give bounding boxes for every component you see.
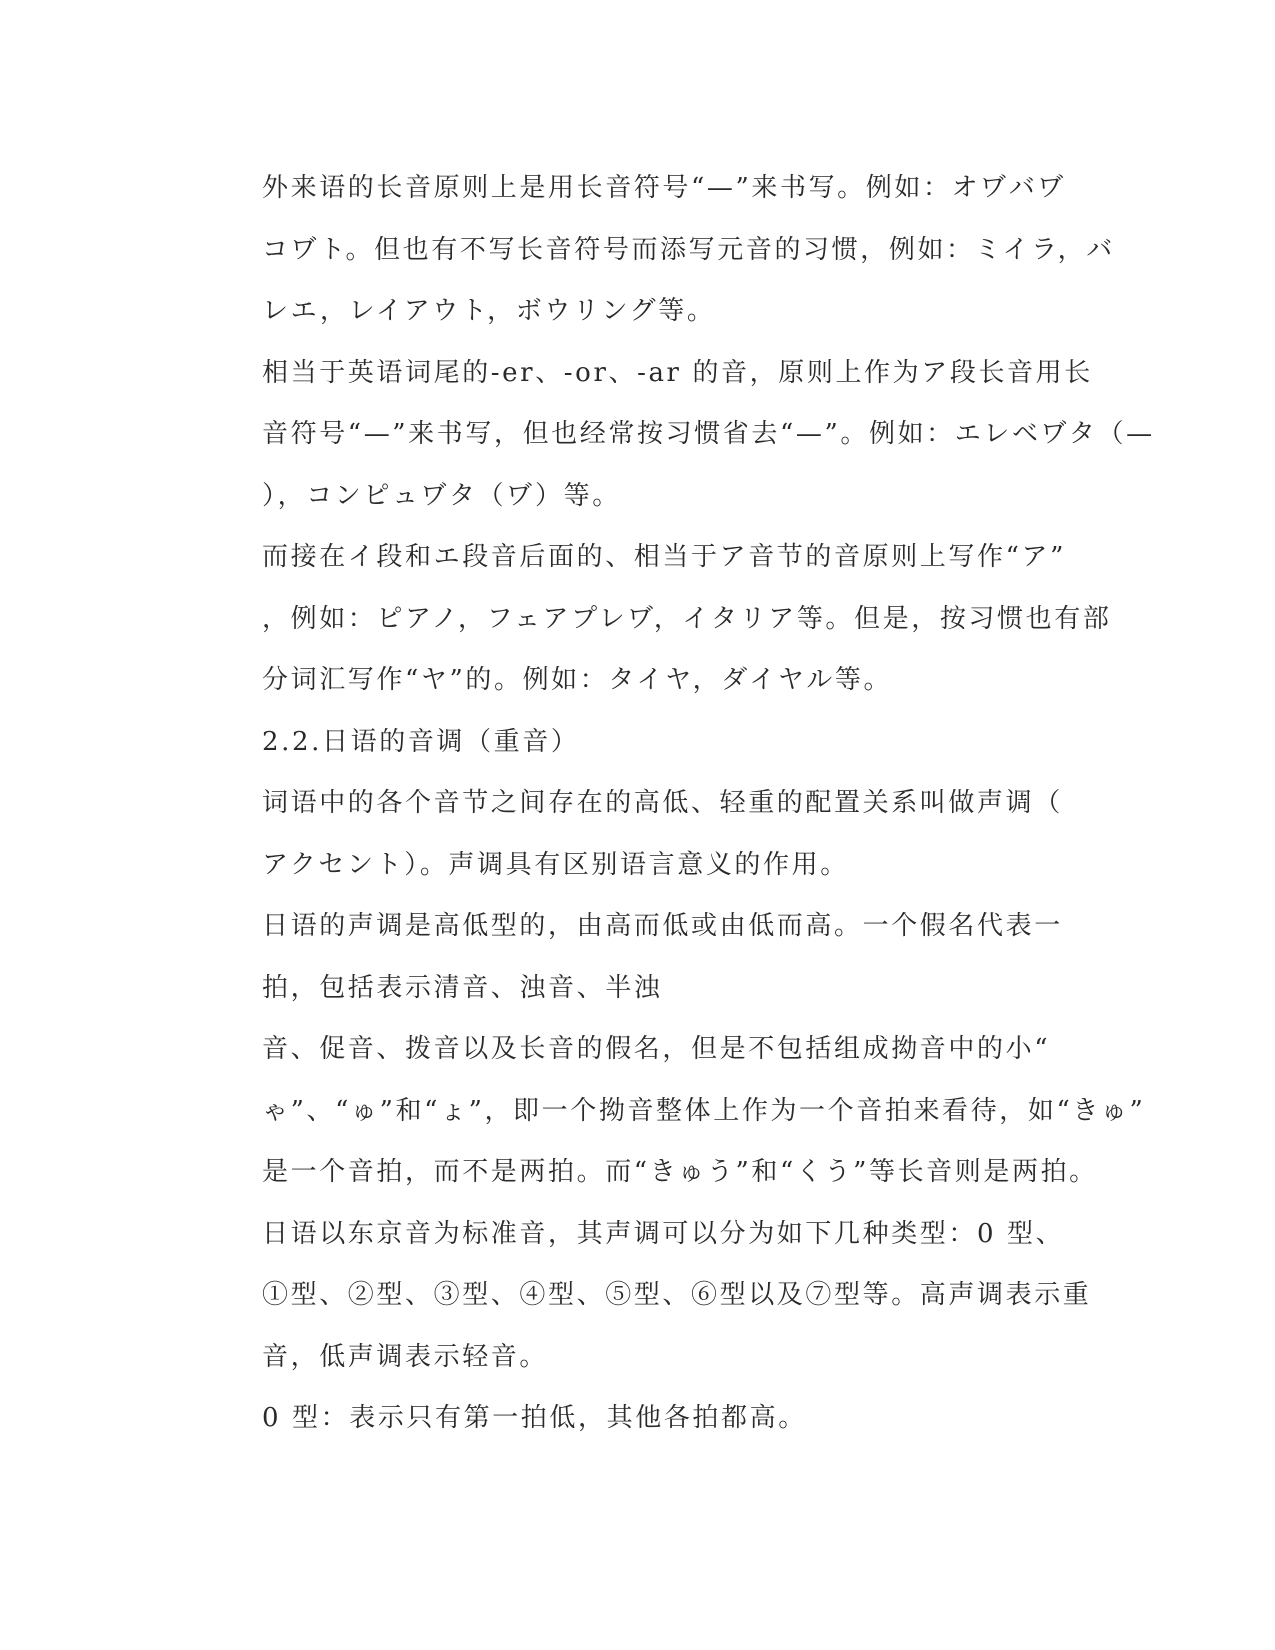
paragraph-type-zero	[190, 1388, 1080, 1450]
text-line: 0 型：表示只有第一拍低，其他各拍都高。	[262, 1403, 807, 1433]
text-line: 分词汇写作“ヤ”的。例如：タイヤ，ダイヤル等。	[262, 665, 893, 695]
paragraph-accent-definition	[190, 773, 1080, 896]
section-heading	[190, 712, 1080, 774]
text-line: 而接在イ段和エ段音后面的、相当于ア音节的音原则上写作“ア”	[262, 542, 1066, 572]
text-line: 是一个音拍，而不是两拍。而“きゅう”和“くう”等长音则是两拍。	[262, 1157, 1098, 1187]
text-line: 音、促音、拨音以及长音的假名，但是不包括组成拗音中的小“	[262, 1034, 1051, 1064]
text-line: 音，低声调表示轻音。	[262, 1341, 549, 1372]
text-line: コヷト。但也有不写长音符号而添写元音的习惯，例如：ミイラ，バ	[262, 234, 1115, 265]
paragraph-mora	[190, 1019, 1146, 1204]
paragraph-english-endings	[190, 343, 1155, 528]
text-line: 相当于英语词尾的-er、-or、-ar 的音，原则上作为ア段长音用长	[262, 357, 1093, 388]
paragraph-pitch-type	[190, 896, 1080, 1019]
text-line: 日语以东京音为标准音，其声调可以分为如下几种类型：0 型、	[262, 1218, 1065, 1249]
paragraph-accent-types	[190, 1204, 1092, 1389]
text-line: ①型、②型、③型、④型、⑤型、⑥型以及⑦型等。高声调表示重	[262, 1280, 1092, 1310]
text-line: アクセント）。声调具有区别语言意义的作用。	[262, 849, 849, 880]
text-line: 日语的声调是高低型的，由高而低或由低而高。一个假名代表一	[262, 911, 1063, 941]
text-line: ゃ”、“ゅ”和“ょ”，即一个拗音整体上作为一个音拍来看待，如“きゅ”	[262, 1095, 1146, 1126]
text-line: 音符号“—”来书写，但也经常按习惯省去“—”。例如：エレベヷタ（—	[262, 419, 1155, 449]
text-line: 外来语的长音原则上是用长音符号“—”来书写。例如：オヷバヷ	[262, 173, 1066, 203]
heading-text: 2.2.日语的音调（重音）	[262, 726, 580, 757]
text-line: 拍，包括表示清音、浊音、半浊	[262, 972, 663, 1003]
text-line: 词语中的各个音节之间存在的高低、轻重的配置关系叫做声调（	[262, 788, 1063, 818]
document-body	[190, 158, 1155, 1450]
text-line: レエ，レイアウト，ボウリング等。	[262, 296, 716, 326]
text-line: ，例如：ピアノ，フェアプレヷ，イタリア等。但是，按习惯也有部	[262, 603, 1112, 634]
paragraph-long-vowel	[190, 158, 1115, 343]
text-line: ），コンピュヷタ（ヷ）等。	[262, 480, 621, 511]
paragraph-a-sound	[190, 527, 1112, 712]
